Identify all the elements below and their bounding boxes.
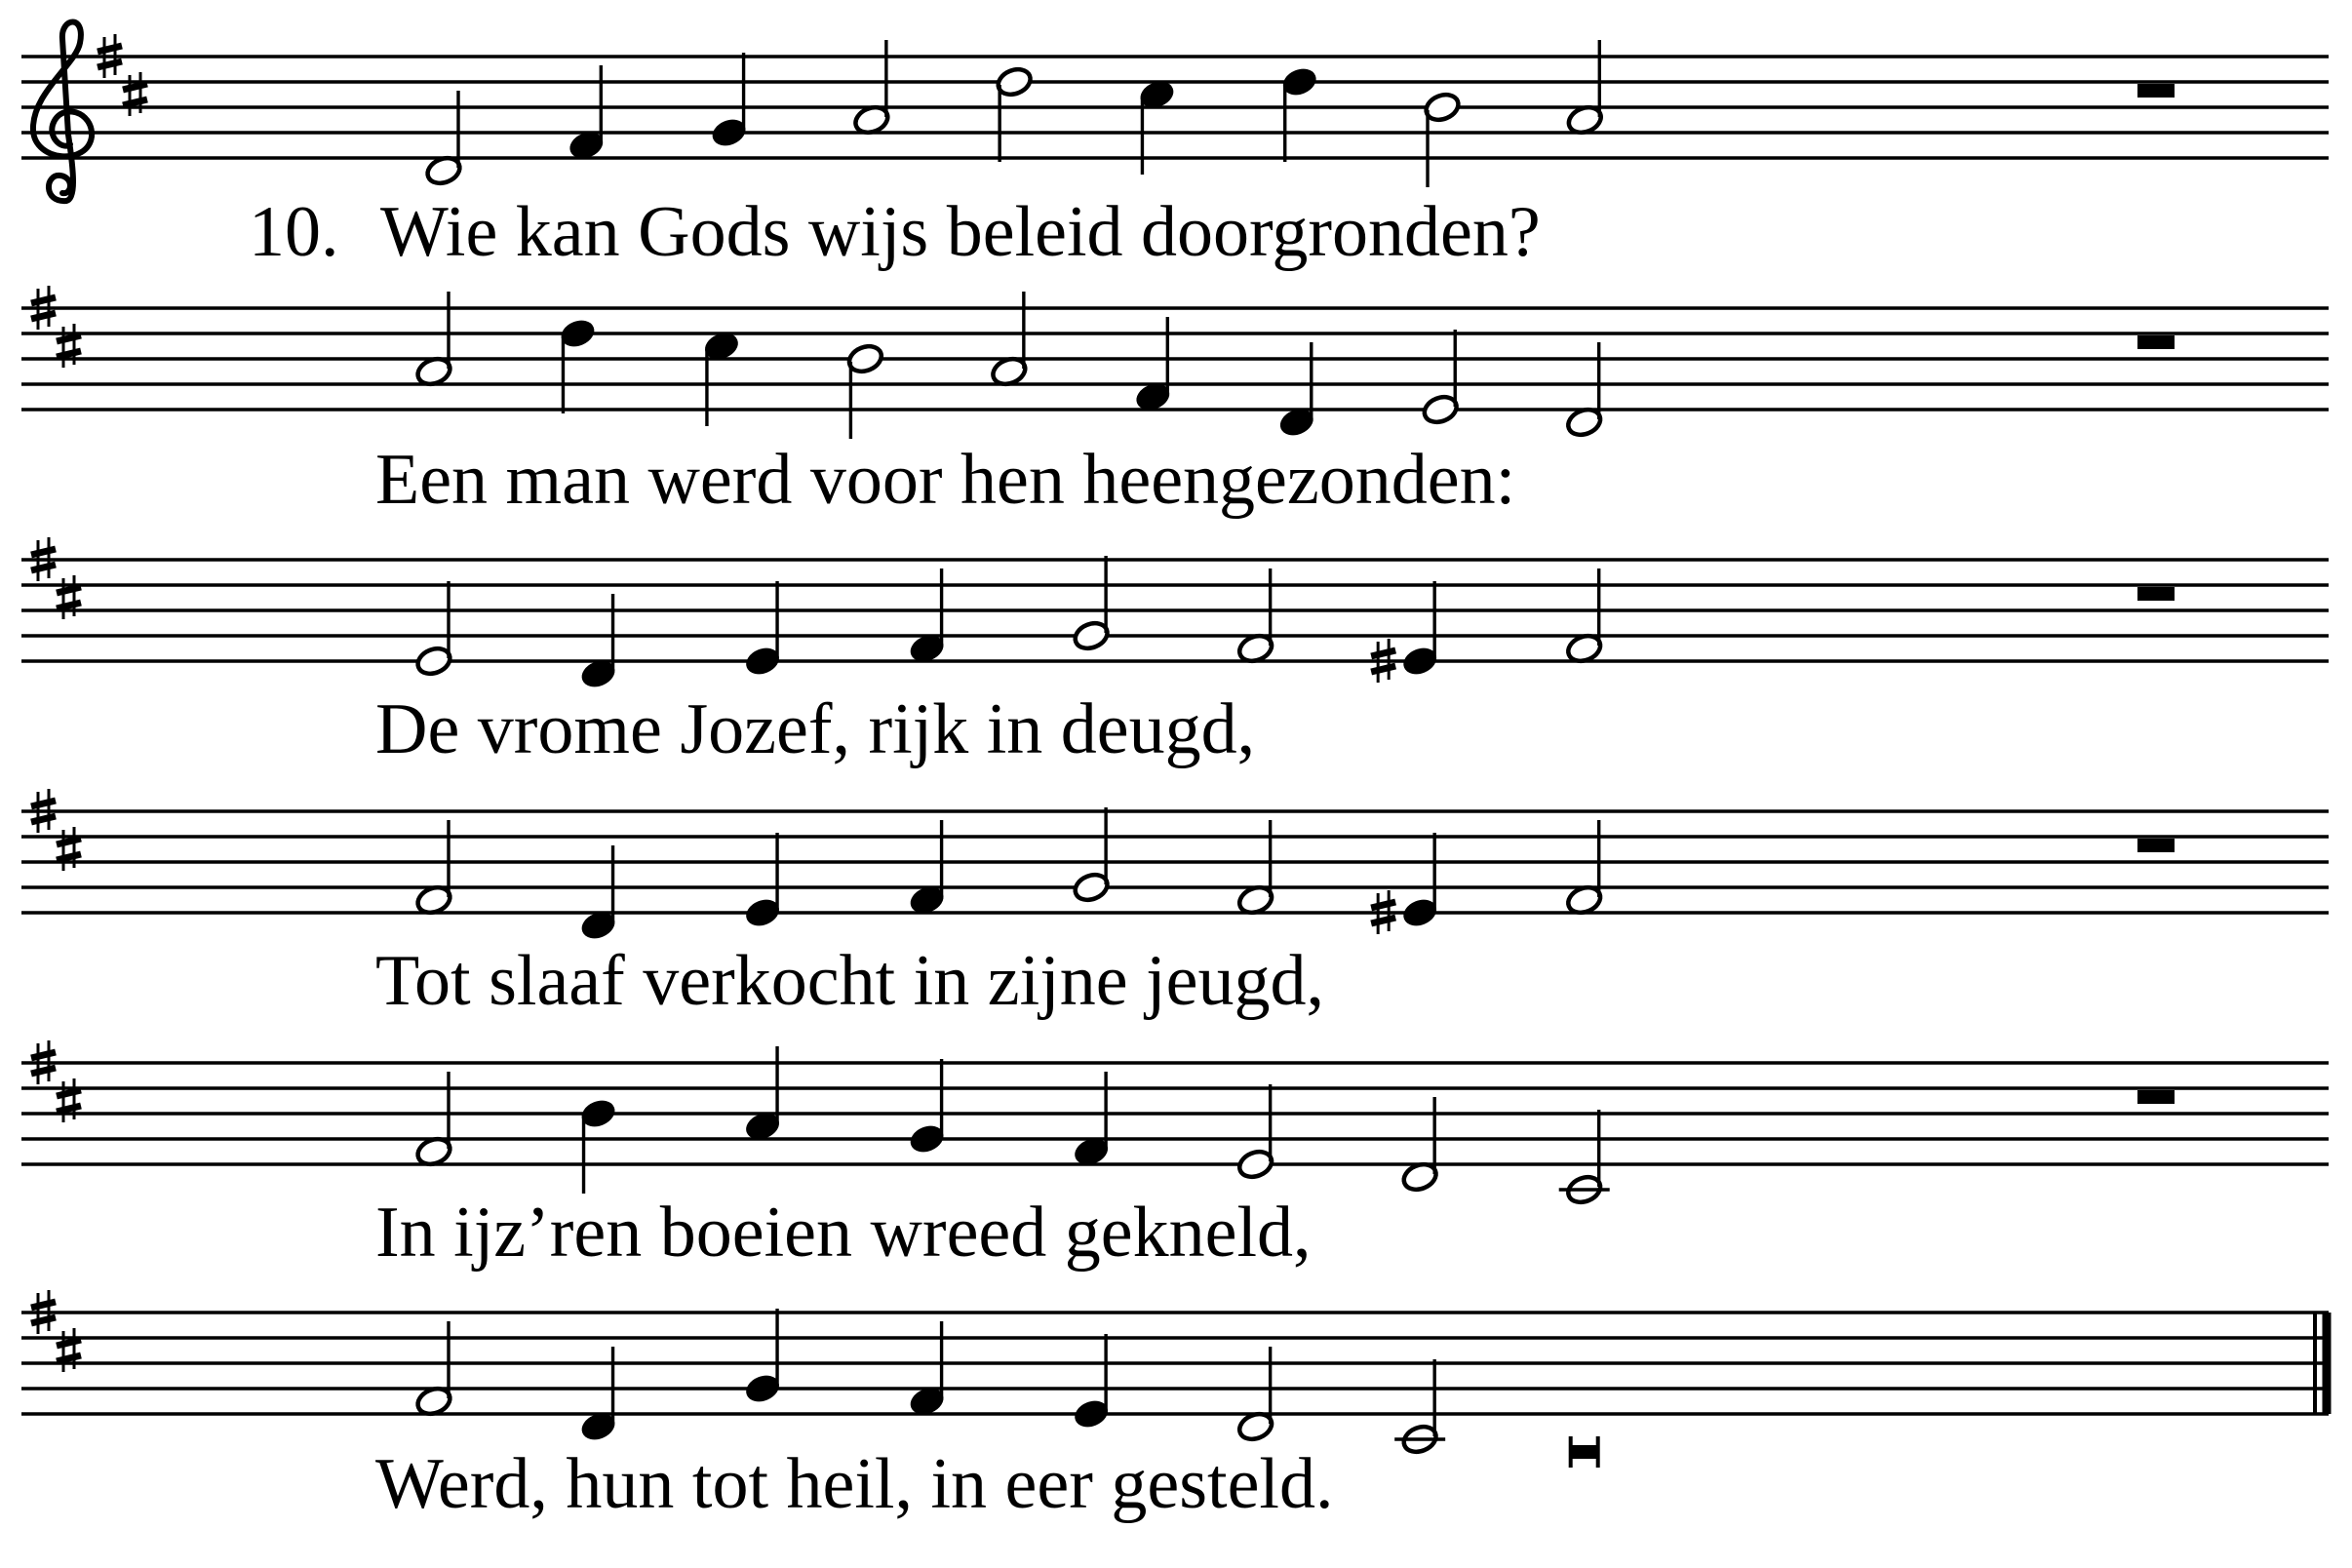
breve-note xyxy=(1571,1445,1598,1459)
key-sharp-f-bar-bottom xyxy=(31,1317,56,1323)
half-rest-icon xyxy=(2137,1090,2175,1104)
key-sharp-f-bar-bottom xyxy=(31,1068,56,1074)
half-rest-icon xyxy=(2137,587,2175,601)
key-sharp-f-bar-bottom xyxy=(98,61,122,67)
key-sharp-f-bar-top xyxy=(98,46,122,52)
lyric-line-5: In ijz’ren boeien wreed gekneld, xyxy=(375,1193,1312,1273)
half-rest-icon xyxy=(2137,84,2175,98)
key-sharp-c-bar-top xyxy=(57,1090,81,1096)
lyric-line-3: De vrome Jozef, rijk in deugd, xyxy=(375,689,1256,769)
staff-6 xyxy=(21,1290,2329,1468)
key-sharp-c-bar-top xyxy=(57,1340,81,1346)
key-sharp-c-bar-bottom xyxy=(123,99,147,105)
accidental-sharp-bar-bottom xyxy=(1371,918,1395,923)
key-sharp-f-bar-top xyxy=(31,801,56,806)
key-sharp-f-bar-top xyxy=(31,1052,56,1058)
system-1 xyxy=(249,192,1541,272)
key-sharp-c-bar-bottom xyxy=(57,1355,81,1361)
treble-clef-icon xyxy=(33,22,92,202)
key-sharp-c-bar-bottom xyxy=(57,351,81,357)
staff-3 xyxy=(21,537,2329,690)
system-5 xyxy=(375,1193,1312,1273)
key-sharp-c-bar-bottom xyxy=(57,1106,81,1112)
accidental-sharp-bar-top xyxy=(1371,902,1395,908)
lyric-line-2: Een man werd voor hen heengezonden: xyxy=(375,440,1516,520)
system-4 xyxy=(375,941,1324,1021)
half-rest-icon xyxy=(2137,335,2175,349)
staff-1 xyxy=(21,22,2329,202)
key-sharp-c-bar-bottom xyxy=(57,854,81,860)
key-sharp-c-bar-top xyxy=(57,839,81,844)
key-sharp-c-bar-bottom xyxy=(57,603,81,608)
key-sharp-f-bar-top xyxy=(31,549,56,555)
staff-2 xyxy=(21,286,2329,439)
key-sharp-f-bar-bottom xyxy=(31,313,56,319)
accidental-sharp-bar-bottom xyxy=(1371,666,1395,672)
system-2 xyxy=(375,440,1515,520)
key-sharp-c-bar-top xyxy=(57,335,81,341)
key-sharp-f-bar-top xyxy=(31,1302,56,1308)
key-sharp-c-bar-top xyxy=(123,84,147,90)
key-sharp-f-bar-bottom xyxy=(31,565,56,570)
accidental-sharp-bar-top xyxy=(1371,650,1395,656)
lyric-line-6: Werd, hun tot heil, in eer gesteld. xyxy=(375,1444,1334,1524)
staff-5 xyxy=(21,1040,2329,1206)
half-rest-icon xyxy=(2137,839,2175,852)
key-sharp-c-bar-top xyxy=(57,587,81,593)
key-sharp-f-bar-top xyxy=(31,297,56,303)
staff-4 xyxy=(21,789,2329,942)
system-6 xyxy=(375,1444,1334,1524)
system-3 xyxy=(375,689,1255,769)
lyric-line-1: Wie kan Gods wijs beleid doorgronden? xyxy=(380,192,1541,272)
lyric-line-4: Tot slaaf verkocht in zijne jeugd, xyxy=(375,941,1324,1021)
key-sharp-f-bar-bottom xyxy=(31,816,56,822)
verse-number: 10. xyxy=(249,192,339,272)
